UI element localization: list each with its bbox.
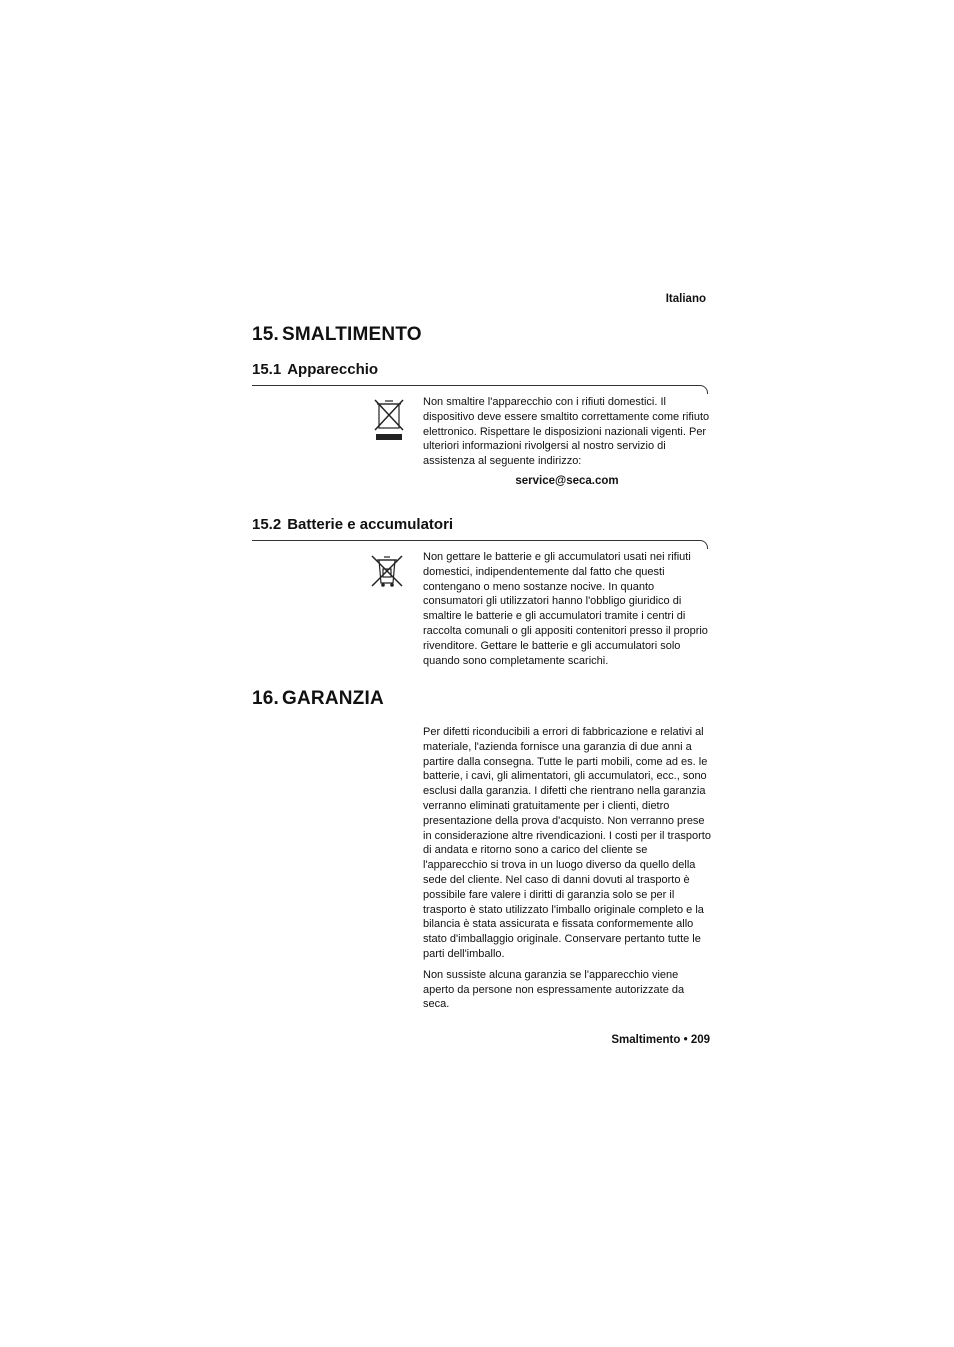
subsection-number: 15.1 [252, 361, 282, 378]
section-rule [252, 540, 700, 541]
section-heading-smaltimento [252, 324, 422, 346]
subsection-number: 15.2 [252, 516, 282, 533]
batterie-text [423, 550, 711, 668]
section-rule-corner [699, 385, 708, 394]
page-footer [520, 1034, 710, 1046]
subsection-title: Batterie e accumulatori [287, 516, 454, 533]
section-rule [252, 385, 700, 386]
section-number: 15. [252, 324, 280, 345]
section-number: 16. [252, 688, 280, 709]
section-heading-garanzia [252, 688, 384, 710]
section-title: SMALTIMENTO [282, 324, 422, 345]
footer-section: Smaltimento [611, 1034, 681, 1046]
apparecchio-paragraph: Non smaltire l'apparecchio con i rifiuti domestici. Il dispositivo deve essere smaltito correttamente come rifiuto elettronico. Rispettare le disposizioni nazionali vigenti. Per ulteriori informazioni rivolgersi al nostro servizio di assistenza al seguente indirizzo: [423, 396, 710, 468]
battery-crossed-bin-icon [370, 553, 404, 589]
garanzia-text [423, 725, 711, 1012]
section-rule-corner [699, 540, 708, 549]
subsection-heading-batterie [252, 516, 453, 533]
garanzia-paragraph-1: Per difetti riconducibili a errori di fabbricazione e relativi al materiale, l'azienda fornisce una garanzia di due anni a partire dalla consegna. Tutte le parti mobili, come ad es. le batterie, i cavi, gli alimentatori, gli accumulatori, ecc., sono esclusi dalla garanzia. I difetti che rientrano nella garanzia verranno eliminati gratuitamente per i clienti, dietro presentazione della prova d'acquisto. Non verranno prese in considerazione altre rivendicazioni. I costi per il trasporto di andata e ritorno sono a carico del cliente se l'apparecchio si trova in un luogo diverso da quello della sede del cliente. Nel caso di danni dovuti al trasporto è possibile fare valere i diritti di garanzia solo se per il trasporto è stato utilizzato l'imballo originale completo e la bilancia è stata assicurata e fissata conformemente allo stato d'imballaggio originale. Conservare pertanto tutte le parti dell'imballo. [423, 726, 711, 960]
footer-separator: • [683, 1034, 688, 1046]
service-email-link[interactable]: service@seca.com [515, 475, 619, 487]
batterie-paragraph: Non gettare le batterie e gli accumulatori usati nei rifiuti domestici, indipendentemente dal fatto che questi contengano o meno sostanze nocive. In quanto consumatori gli utilizzatori hanno l'obbligo giuridico di smaltire le batterie e gli accumulatori tramite i centri di raccolta comunali o gli appositi contenitori presso il proprio rivenditore. Gettare le batterie e gli accumulatori solo quando sono completamente scarichi. [423, 551, 708, 667]
page-number: 209 [690, 1034, 710, 1046]
weee-crossed-bin-icon [372, 398, 406, 442]
garanzia-paragraph-2: Non sussiste alcuna garanzia se l'apparecchio viene aperto da persone non espressamente autorizzate da seca. [423, 968, 685, 1011]
language-label: Italiano [665, 293, 706, 305]
section-title: GARANZIA [282, 688, 384, 709]
subsection-heading-apparecchio [252, 361, 378, 378]
subsection-title: Apparecchio [287, 361, 379, 378]
apparecchio-text [423, 395, 711, 469]
